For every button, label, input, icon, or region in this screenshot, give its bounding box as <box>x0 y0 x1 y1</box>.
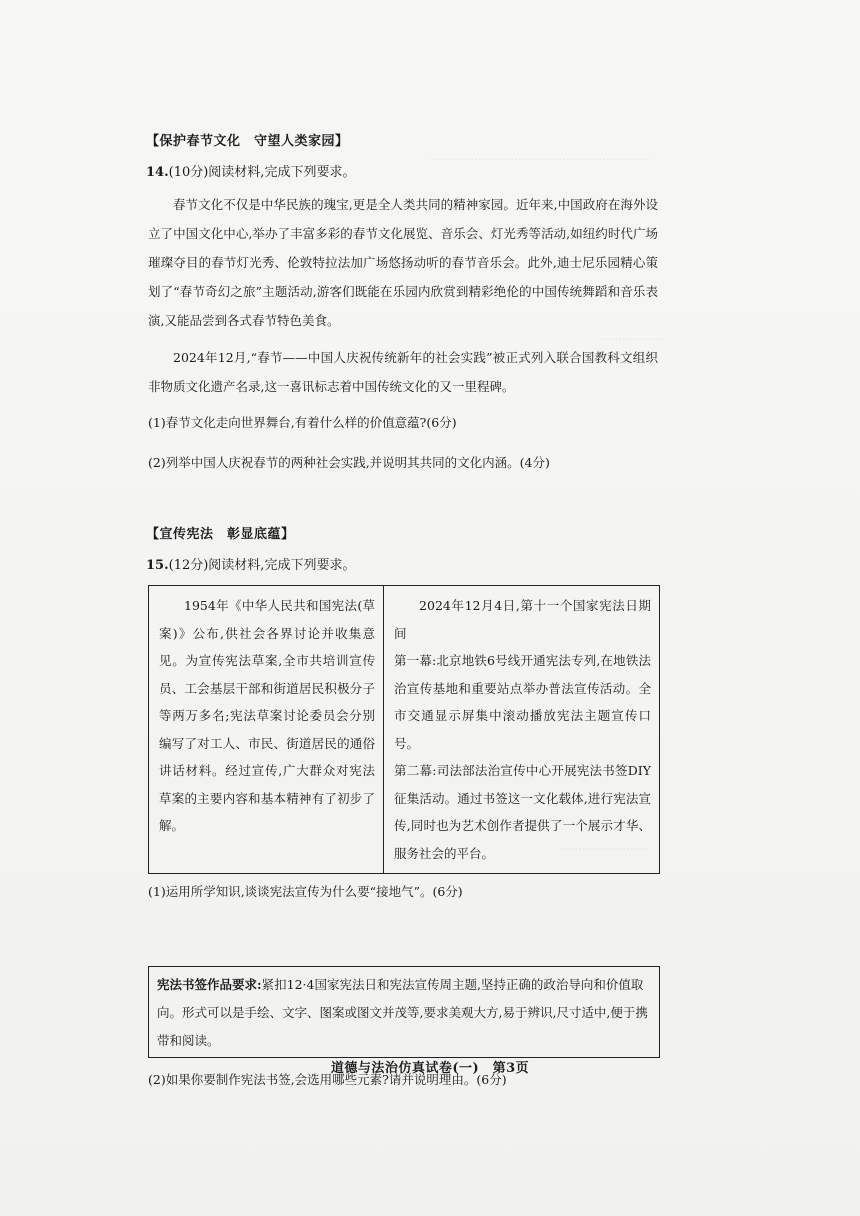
question-number: 15. <box>146 558 169 573</box>
material-paragraph-2: 2024年12月,“春节——中国人庆祝传统新年的社会实践”被正式列入联合国教科文组织非物质文化遗产名录,这一喜讯标志着中国传统文化的又一里程碑。 <box>148 350 658 394</box>
material-text-scene-2: 第二幕:司法部法治宣传中心开展宪法书签DIY征集活动。通过书签这一文化载体,进行宪法宣传,同时也为艺术创作者提供了一个展示才华、服务社会的平台。 <box>394 763 651 861</box>
material-paragraph-1: 春节文化不仅是中华民族的瑰宝,更是全人类共同的精神家园。近年来,中国政府在海外设立了中国文化中心,举办了丰富多彩的春节文化展览、音乐会、灯光秀等活动,如纽约时代广场璀璨夺目的春节灯光秀、伦敦特拉法加广场悠扬动听的春节音乐会。此外,迪士尼乐园精心策划了“春节奇幻之旅”主题活动,游客们既能在乐园内欣赏到精彩绝伦的中国传统舞蹈和音乐表演,又能品尝到各式春节特色美食。 <box>148 197 658 328</box>
sub-question-14-1: (1)春节文化走向世界舞台,有着什么样的价值意蕴?(6分) <box>148 415 457 430</box>
section-title-spring-festival: 【保护春节文化 守望人类家园】 <box>146 134 349 149</box>
page-footer: 道德与法治仿真试卷(一) 第3页 <box>330 1061 530 1076</box>
material-text-1954: 1954年《中华人民共和国宪法(草案)》公布,供社会各界讨论并收集意见。为宣传宪法草案,全市共培训宣传员、工会基层干部和街道居民积极分子等两万多名;宪法草案讨论委员会分别编写了对工人、市民、街道居民的通俗讲话材料。经过宣传,广大群众对宪法草案的主要内容和基本精神有了初步了解。 <box>159 598 376 833</box>
question-number: 14. <box>146 165 169 180</box>
question-instruction: (12分)阅读材料,完成下列要求。 <box>168 558 356 573</box>
bookmark-requirements-box <box>148 966 660 1058</box>
bleed-through-text: ……………… <box>600 330 666 343</box>
bleed-through-text: …………………… <box>560 840 648 853</box>
sub-question-14-2: (2)列举中国人庆祝春节的两种社会实践,并说明其共同的文化内涵。(4分) <box>148 455 550 470</box>
question-15-header <box>146 554 658 573</box>
requirements-label: 宪法书签作品要求: <box>157 977 262 992</box>
page-content <box>148 130 658 1088</box>
question-14-header <box>146 161 658 180</box>
material-table <box>148 585 660 874</box>
section-title-constitution: 【宣传宪法 彰显底蕴】 <box>146 527 295 542</box>
material-cell-1954 <box>149 586 384 874</box>
bleed-through-text: …………………………………………………… <box>430 150 650 163</box>
question-instruction: (10分)阅读材料,完成下列要求。 <box>168 165 356 180</box>
sub-question-15-2: (2)如果你要制作宪法书签,会选用哪些元素?请并说明理由。(6分) <box>148 1072 507 1087</box>
requirements-text: 紧扣12·4国家宪法日和宪法宣传周主题,坚持正确的政治导向和价值取向。形式可以是手绘、文字、图案或图文并茂等,要求美观大方,易于辨识,尺寸适中,便于携带和阅读。 <box>157 977 648 1048</box>
material-cell-2024 <box>384 586 660 874</box>
material-text-scene-1: 第一幕:北京地铁6号线开通宪法专列,在地铁法治宣传基地和重要站点举办普法宣传活动。全市交通显示屏集中滚动播放宪法主题宣传口号。 <box>394 653 651 751</box>
material-text-2024-intro: 2024年12月4日,第十一个国家宪法日期间 <box>394 598 651 641</box>
sub-question-15-1: (1)运用所学知识,谈谈宪法宣传为什么要“接地气”。(6分) <box>148 884 463 899</box>
